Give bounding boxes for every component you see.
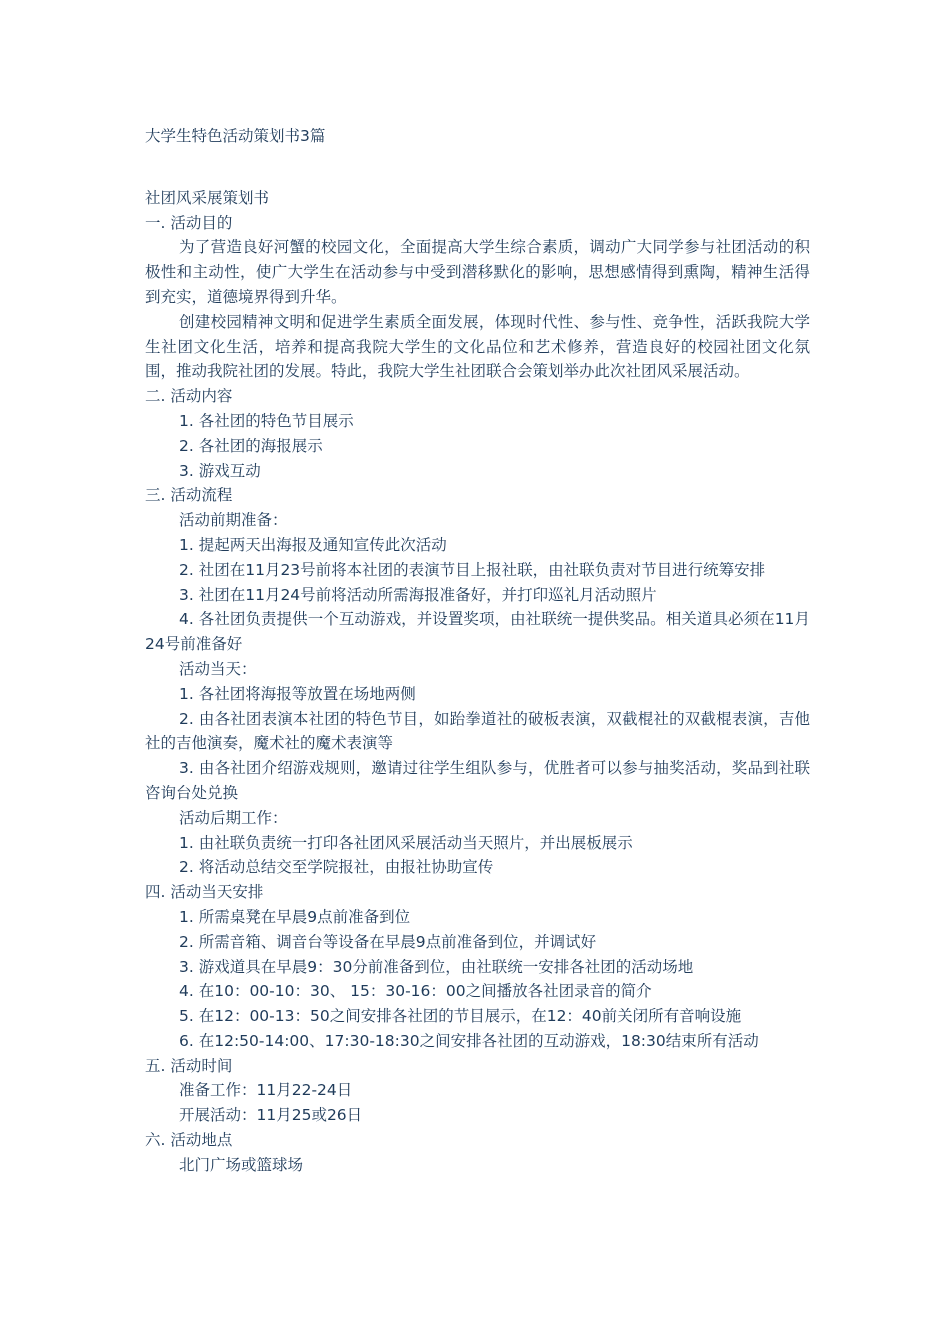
- content-item: 1. 各社团的特色节目展示: [179, 411, 354, 430]
- document-title: 大学生特色活动策划书3篇: [145, 127, 326, 145]
- purpose-paragraph-1: 为了营造良好河蟹的校园文化，全面提高大学生综合素质，调动广大同学参与社团活动的积极性和主动性，使广大学生在活动参与中受到潜移默化的影响，思想感情得到熏陶，精神生活得到充实，道德境界得到升华。: [145, 238, 810, 306]
- location-item: 北门广场或篮球场: [179, 1155, 304, 1174]
- purpose-paragraph-2: 创建校园精神文明和促进学生素质全面发展，体现时代性、参与性、竞争性，活跃我院大学生社团文化生活，培养和提高我院大学生的文化品位和艺术修养，营造良好的校园社团文化氛围，推动我院社团的发展。特此，我院大学生社团联合会策划举办此次社团风采展活动。: [145, 312, 810, 381]
- section-heading-content: 二. 活动内容: [145, 387, 233, 406]
- document-page: [145, 124, 810, 1178]
- schedule-item: 6. 在12:50-14:00、17:30-18:30之间安排各社团的互动游戏，18:30结束所有活动: [179, 1031, 759, 1050]
- section-heading-time: 五. 活动时间: [145, 1056, 233, 1075]
- section-heading-location: 六. 活动地点: [145, 1131, 233, 1150]
- time-item: 准备工作：11月22-24日: [179, 1081, 353, 1100]
- schedule-item: 1. 所需桌凳在早晨9点前准备到位: [179, 907, 411, 926]
- content-item: 3. 游戏互动: [179, 461, 261, 480]
- process-day-item: 2. 由各社团表演本社团的特色节目，如跆拳道社的破板表演，双截棍社的双截棍表演，吉他社的吉他演奏，魔术社的魔术表演等: [145, 709, 810, 753]
- process-pre-item: 1. 提起两天出海报及通知宣传此次活动: [179, 535, 447, 554]
- schedule-item: 3. 游戏道具在早晨9：30分前准备到位，由社联统一安排各社团的活动场地: [179, 957, 694, 976]
- process-day-item: 3. 由各社团介绍游戏规则，邀请过往学生组队参与，优胜者可以参与抽奖活动，奖品到社联咨询台处兑换: [145, 759, 810, 802]
- section-heading-purpose: 一. 活动目的: [145, 213, 233, 232]
- process-post-label: 活动后期工作：: [179, 808, 288, 827]
- process-post-item: 2. 将活动总结交至学院报社，由报社协助宣传: [179, 858, 494, 877]
- process-day-item: 1. 各社团将海报等放置在场地两侧: [179, 684, 416, 703]
- section-heading-process: 三. 活动流程: [145, 486, 233, 505]
- process-pre-item: 4. 各社团负责提供一个互动游戏，并设置奖项，由社联统一提供奖品。相关道具必须在11月24号前准备好: [145, 610, 810, 654]
- schedule-item: 5. 在12：00-13：50之间安排各社团的节目展示，在12：40前关闭所有音响设施: [179, 1007, 742, 1026]
- title-spacer: [145, 149, 810, 186]
- process-pre-item: 2. 社团在11月23号前将本社团的表演节目上报社联，由社联负责对节目进行统筹安排: [179, 560, 766, 579]
- process-post-item: 1. 由社联负责统一打印各社团风采展活动当天照片，并出展板展示: [179, 833, 633, 852]
- schedule-item: 4. 在10：00-10：30、 15：30-16：00之间播放各社团录音的简介: [179, 982, 652, 1001]
- process-pre-item: 3. 社团在11月24号前将活动所需海报准备好，并打印巡礼月活动照片: [179, 585, 657, 604]
- process-pre-label: 活动前期准备：: [179, 511, 288, 530]
- section-heading-schedule: 四. 活动当天安排: [145, 883, 264, 902]
- document-subtitle: 社团风采展策划书: [145, 188, 270, 207]
- process-day-label: 活动当天：: [179, 659, 257, 678]
- schedule-item: 2. 所需音箱、调音台等设备在早晨9点前准备到位，并调试好: [179, 932, 597, 951]
- time-item: 开展活动：11月25或26日: [179, 1106, 363, 1125]
- content-item: 2. 各社团的海报展示: [179, 436, 323, 455]
